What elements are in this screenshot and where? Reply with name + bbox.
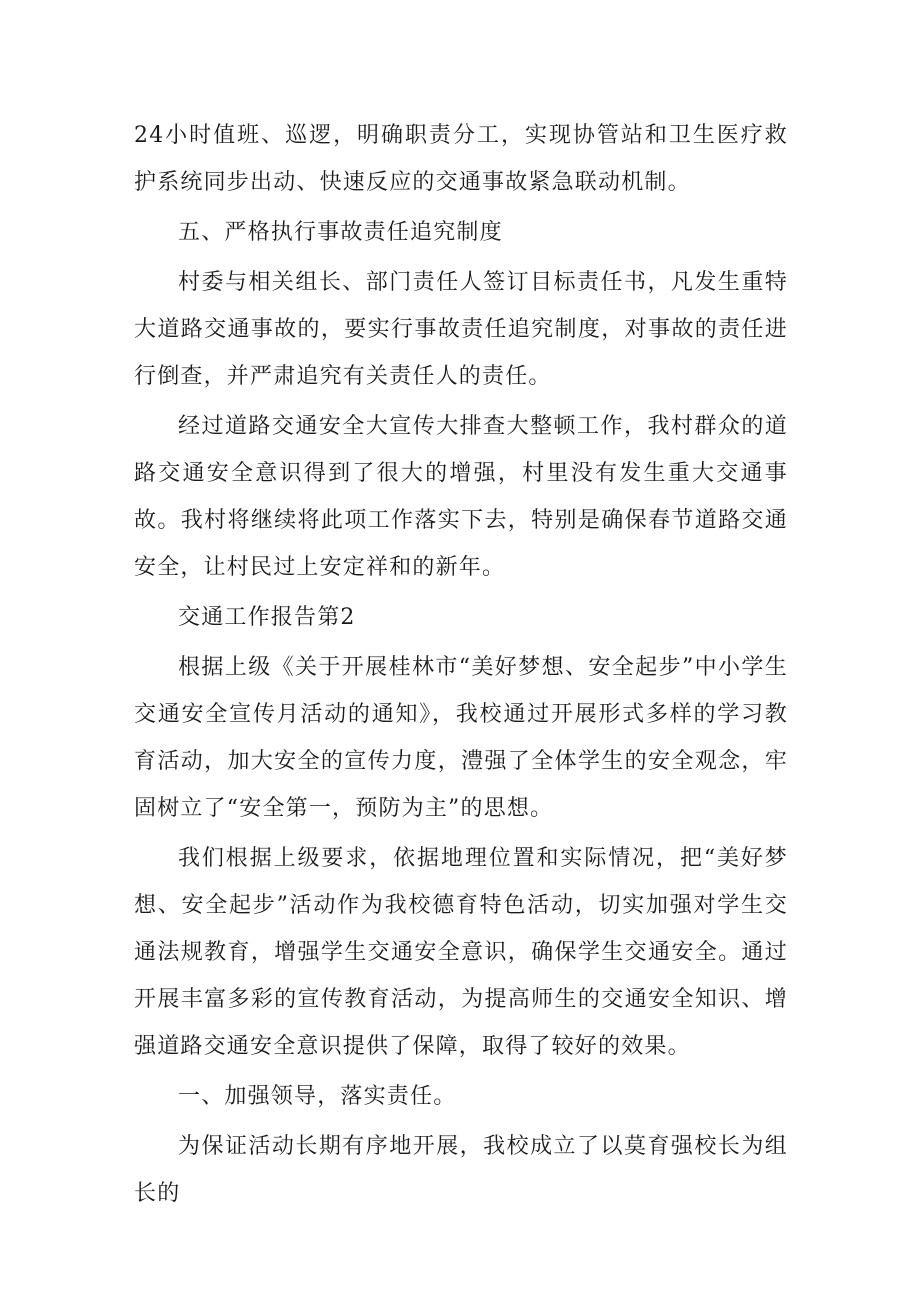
report-title-2: 交通工作报告第2 bbox=[178, 605, 356, 630]
paragraph-continuation: 24小时值班、巡逻，明确职责分工，实现协管站和卫生医疗救护系统同步出动、快速反应的交通事故紧急联动机制。 bbox=[134, 123, 788, 195]
paragraph-summary: 经过道路交通安全大宣传大排查大整顿工作，我村群众的道路交通安全意识得到了很大的增强，村里没有发生重大交通事故。我村将继续将此项工作落实下去，特别是确保春节道路交通安全，让村民过上安定祥和的新年。 bbox=[134, 414, 788, 580]
section-heading-5: 五、严格执行事故责任追究制度 bbox=[178, 220, 503, 245]
paragraph-activities: 我们根据上级要求，依据地理位置和实际情况，把“美好梦想、安全起步”活动作为我校德育特色活动，切实加强对学生交通法规教育，增强学生交通安全意识，确保学生交通安全。通过开展丰富多彩的宣传教育活动，为提高师生的交通安全知识、增强道路交通安全意识提供了保障，取得了较好的效果。 bbox=[134, 846, 788, 1059]
section-heading-1: 一、加强领导，落实责任。 bbox=[178, 1084, 457, 1109]
paragraph-accountability: 村委与相关组长、部门责任人签订目标责任书，凡发生重特大道路交通事故的，要实行事故责任追究制度，对事故的责任进行倒查，并严肃追究有关责任人的责任。 bbox=[134, 270, 788, 389]
paragraph-leadership: 为保证活动长期有序地开展，我校成立了以莫育强校长为组长的 bbox=[134, 1134, 788, 1206]
paragraph-notice: 根据上级《关于开展桂林市“美好梦想、安全起步”中小学生交通安全宣传月活动的通知》，我校通过开展形式多样的学习教育活动，加大安全的宣传力度，澧强了全体学生的安全观念，牢固树立了“安全第一，预防为主”的思想。 bbox=[134, 655, 788, 821]
